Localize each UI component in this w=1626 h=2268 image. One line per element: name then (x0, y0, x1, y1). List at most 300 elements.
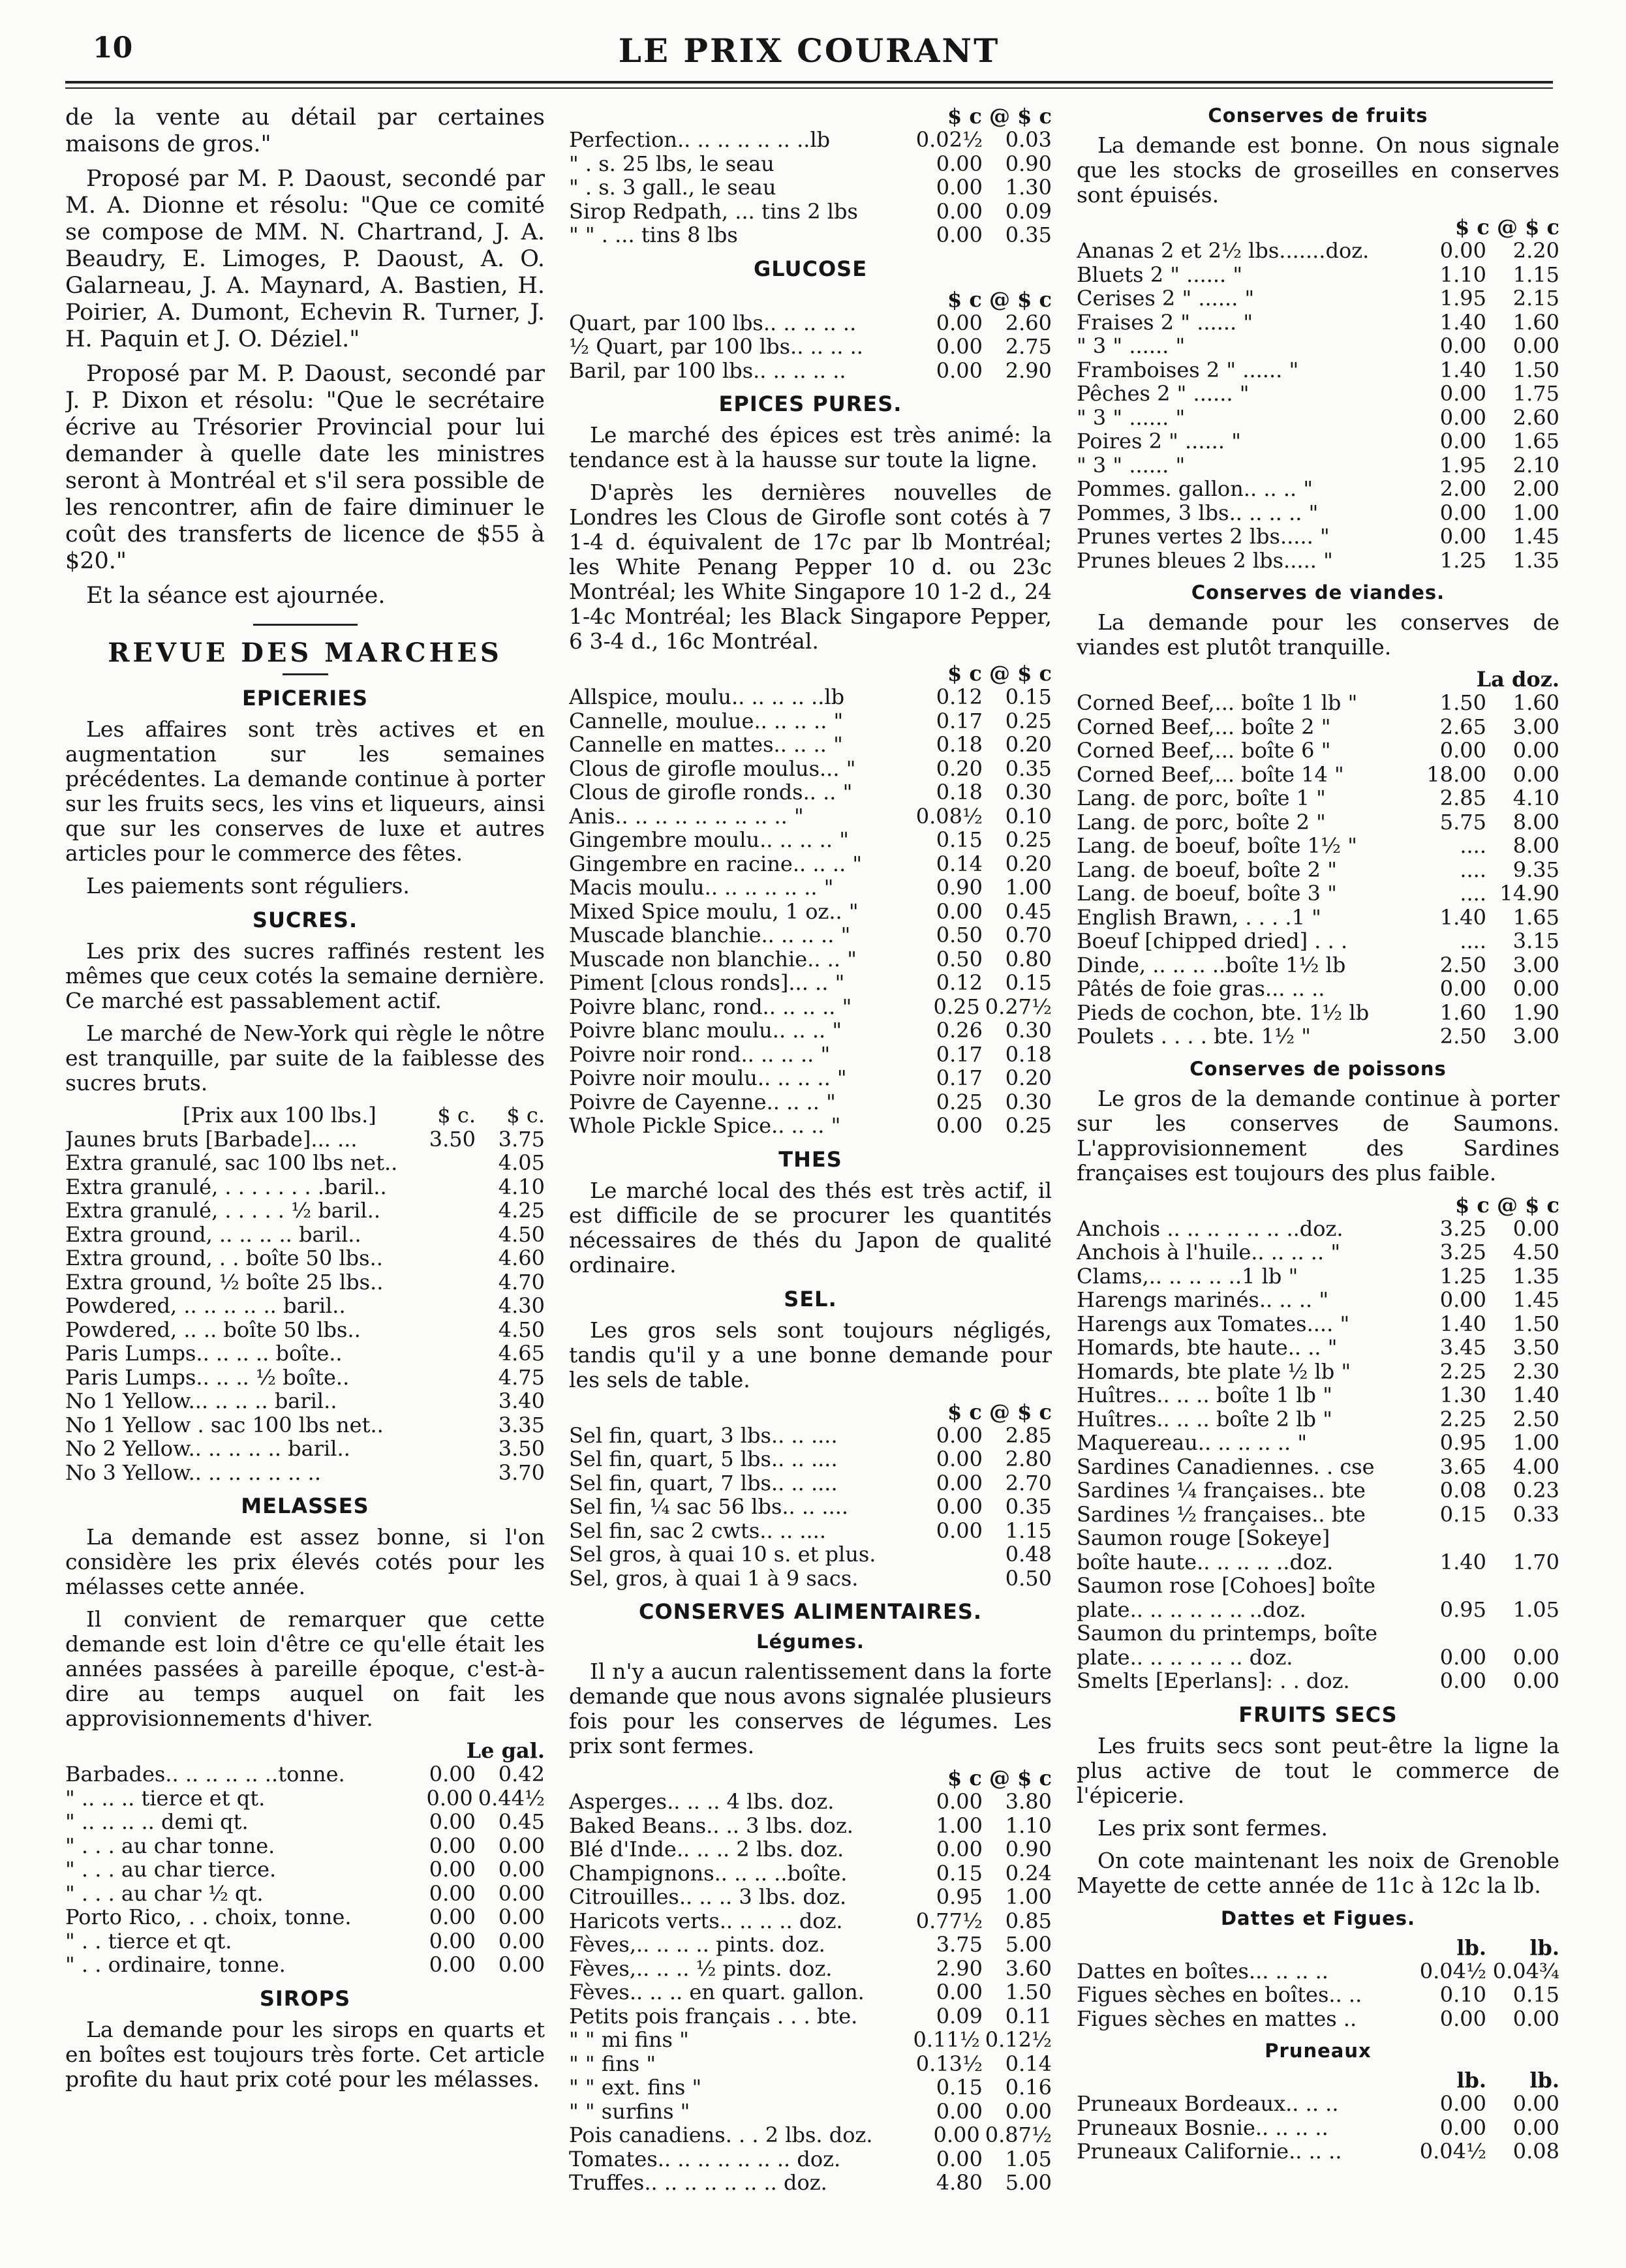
item-label: " " . ... tins 8 lbs (569, 223, 738, 247)
price-value: 0.00 (936, 175, 983, 200)
table-row (65, 1341, 545, 1366)
price-value: 0.00 (936, 2146, 983, 2171)
item-label: " . s. 3 gall., le seau (569, 176, 776, 200)
paragraph: Les gros sels sont toujours négligés, tandis qu'il y a une bonne demande pour les sels de table. (569, 1317, 1052, 1392)
price-value (406, 1151, 476, 1175)
price-value: 3.65 (1439, 1454, 1486, 1479)
price-value: 0.00 (1439, 524, 1486, 549)
price-value: 0.50 (1005, 1565, 1052, 1591)
item-label: Poires 2 " ...... " (1077, 429, 1241, 453)
price-value: 1.50 (1439, 690, 1486, 715)
table-row (1077, 1455, 1559, 1479)
price-value: 2.50 (1512, 1406, 1559, 1432)
table-row (569, 1837, 1052, 1862)
section-title-epiceries: EPICERIES (241, 686, 368, 711)
price-value: 3.70 (498, 1460, 545, 1485)
price-value: 3.00 (1512, 714, 1559, 739)
price-value: 3.50 (498, 1436, 545, 1461)
price-value: 0.00 (429, 1880, 476, 1906)
table-row (1077, 953, 1559, 977)
price-value: 3.25 (1439, 1216, 1486, 1241)
price-value: 0.04¾ (1492, 1958, 1559, 1984)
item-label: Extra ground, .. .. .. .. baril.. (65, 1222, 361, 1246)
item-label: Poulets . . . . bte. 1½ " (1077, 1024, 1311, 1049)
price-value: 0.17 (936, 1065, 983, 1090)
item-label: plate.. .. .. .. .. .. ..doz. (1077, 1597, 1306, 1621)
price-value: 0.03 (1005, 127, 1052, 152)
paragraph: Il convient de remarquer que cette demande est loin d'être ce qu'elle était les années passées à pareille époque, c'est-à-dire au temps auquel on fait les approvisionnements d'hiver. (65, 1606, 545, 1731)
price-value: .... (1460, 833, 1486, 858)
price-value: 3.15 (1512, 928, 1559, 953)
table-row (1077, 263, 1559, 287)
price-value: 2.15 (1512, 286, 1559, 311)
table-row (65, 1151, 545, 1175)
price-value: 0.50 (936, 923, 983, 947)
paragraph: La demande pour les conserves de viandes est plutôt tranquille. (1077, 609, 1559, 660)
item-label: " . . . au char tonne. (65, 1833, 275, 1858)
price-value: 4.65 (498, 1341, 545, 1366)
price-value: 0.15 (1512, 1982, 1559, 2007)
item-label: Paris Lumps.. .. .. ½ boîte.. (65, 1365, 350, 1389)
price-value: 0.02½ (915, 127, 983, 152)
table-row (1077, 1574, 1559, 1598)
price-value (406, 1461, 476, 1485)
price-value: 0.00 (429, 1952, 476, 1977)
price-value: 3.75 (936, 1932, 983, 1957)
item-label: Baril, par 100 lbs.. .. .. .. .. (569, 358, 846, 382)
price-value: 0.14 (936, 851, 983, 876)
price-value: 0.18 (1005, 1041, 1052, 1067)
price-value: 0.00 (936, 151, 983, 176)
item-label: Extra granulé, sac 100 lbs net.. (65, 1151, 398, 1175)
table-row (1077, 334, 1559, 358)
price-value: 4.30 (498, 1293, 545, 1318)
column-1 (65, 104, 545, 2245)
price-value: 0.12 (936, 970, 983, 995)
price-value: 0.00 (1439, 1287, 1486, 1312)
item-label: Muscade non blanchie.. .. " (569, 947, 857, 971)
table-row (569, 223, 1052, 247)
price-value: 0.44½ (478, 1785, 545, 1811)
price-value: 0.04½ (1419, 2139, 1486, 2164)
table-row (65, 1366, 545, 1390)
table-row (569, 2052, 1052, 2076)
table-header: $ c @ $ c (1454, 215, 1559, 239)
item-label: Harengs marinés.. .. .. " (1077, 1288, 1329, 1312)
table-row (65, 1318, 545, 1342)
price-value: 0.00 (936, 1422, 983, 1448)
price-value: 3.80 (1005, 1789, 1052, 1814)
price-value: 1.05 (1512, 1597, 1559, 1622)
item-label: " .. .. .. .. demi qt. (65, 1810, 249, 1834)
price-value: 0.30 (1005, 780, 1052, 805)
price-value: 0.25 (1005, 1113, 1052, 1138)
price-value: 0.00 (936, 1113, 983, 1138)
price-value: 0.87½ (985, 2122, 1052, 2147)
item-label: Fèves,.. .. .. ½ pints. doz. (569, 1956, 833, 1980)
item-label: " . s. 25 lbs, le seau (569, 151, 775, 176)
table-row (569, 757, 1052, 781)
section-title-thes: THES (778, 1146, 842, 1172)
table-row (65, 1762, 545, 1786)
price-value: 0.45 (498, 1809, 545, 1834)
price-value: 0.09 (936, 2003, 983, 2029)
item-label: Gingembre moulu.. .. .. .. " (569, 828, 849, 852)
paragraph: de la vente au détail par certaines maisons de gros." (65, 104, 545, 157)
item-label: Barbades.. .. .. .. .. ..tonne. (65, 1762, 345, 1786)
item-label: Framboises 2 " ...... " (1077, 358, 1299, 382)
item-label: English Brawn, . . . .1 " (1077, 905, 1321, 929)
table-row (1077, 2092, 1559, 2116)
price-value: 0.77½ (915, 1908, 983, 1933)
price-value: .... (1460, 881, 1486, 906)
price-value: 3.00 (1512, 1024, 1559, 1049)
price-value: 0.00 (1439, 1644, 1486, 1670)
table-row (569, 1885, 1052, 1909)
price-value: 1.50 (1512, 1311, 1559, 1336)
column-2 (569, 104, 1052, 2245)
table-row (569, 1862, 1052, 1886)
item-label: Porto Rico, . . choix, tonne. (65, 1905, 352, 1929)
price-value: 4.50 (498, 1221, 545, 1247)
price-value: 0.16 (1005, 2075, 1052, 2100)
table-row (1077, 286, 1559, 311)
price-value: 1.95 (1439, 452, 1486, 478)
price-value: 0.35 (1005, 1494, 1052, 1519)
item-label: " " ext. fins " (569, 2076, 702, 2100)
item-label: Figues sèches en boîtes.. .. (1077, 1983, 1362, 2007)
item-label: Pieds de cochon, bte. 1½ lb (1077, 1000, 1370, 1024)
price-value: 0.00 (933, 2122, 980, 2147)
item-label: Prunes vertes 2 lbs..... " (1077, 525, 1330, 549)
price-value: 2.90 (1005, 358, 1052, 383)
table-row (65, 1437, 545, 1461)
section-title-melasses: MELASSES (241, 1494, 369, 1518)
item-label: Clams,.. .. .. .. ..1 lb " (1077, 1264, 1298, 1288)
table-row (1077, 739, 1559, 763)
table-header: $ c @ $ c (947, 104, 1052, 129)
price-value: 0.00 (1512, 1668, 1559, 1693)
price-value: 1.50 (1512, 357, 1559, 382)
price-value: 3.50 (429, 1126, 476, 1152)
paragraph: Le marché local des thés est très actif, il est difficile de se procurer les quantités nécessaires de thés du Japon de qualité ordinaire. (569, 1177, 1052, 1278)
price-value: 0.10 (1005, 803, 1052, 829)
table-row (1077, 1621, 1559, 1646)
price-value: 0.24 (1005, 1860, 1052, 1886)
table-row (569, 2004, 1052, 2029)
item-label: Maquereau.. .. .. .. .. " (1077, 1431, 1308, 1455)
paragraph: Les fruits secs sont peut-être la ligne la plus active de tout le commerce de l'épicerie. (1077, 1732, 1559, 1808)
price-value: 0.00 (1439, 333, 1486, 358)
price-value: 0.90 (1005, 151, 1052, 176)
price-value: 2.85 (1005, 1422, 1052, 1448)
price-value: 0.00 (1439, 2115, 1486, 2140)
pruneaux-table (1077, 2092, 1559, 2164)
price-value: 8.00 (1512, 833, 1559, 858)
price-value: 2.10 (1512, 452, 1559, 478)
price-value: 0.17 (936, 1041, 983, 1067)
paragraph: Les paiements sont réguliers. (86, 873, 410, 898)
price-value: 2.90 (936, 1955, 983, 1981)
price-value: 0.04½ (1419, 1958, 1486, 1984)
table-row (1077, 1264, 1559, 1289)
item-label: Quart, par 100 lbs.. .. .. .. .. (569, 311, 857, 335)
item-label: boîte haute.. .. .. .. ..doz. (1077, 1550, 1334, 1574)
price-value: 2.25 (1439, 1358, 1486, 1384)
price-value: 0.00 (936, 1980, 983, 2004)
item-label: Saumon rose [Cohoes] boîte (1077, 1574, 1375, 1598)
price-value: 0.00 (936, 898, 983, 924)
price-value: 0.35 (1005, 756, 1052, 781)
price-value: 1.30 (1439, 1383, 1486, 1407)
table-header: lb. lb. (1456, 1935, 1559, 1960)
table-row (569, 1471, 1052, 1495)
price-value (1413, 1574, 1486, 1598)
price-value (406, 1294, 476, 1318)
table-row (1077, 834, 1559, 858)
sirops-table (569, 128, 1052, 247)
price-value: 1.10 (1005, 1813, 1052, 1838)
table-row (569, 900, 1052, 924)
table-row (569, 828, 1052, 852)
section-title-conserves-alimentaires: CONSERVES ALIMENTAIRES. (638, 1599, 983, 1624)
table-header: $ c @ $ c (947, 1766, 1052, 1790)
price-value: 0.00 (426, 1785, 473, 1811)
price-value: 0.00 (1439, 500, 1486, 525)
price-value: 1.05 (1005, 2146, 1052, 2171)
item-label: " " surfins " (569, 2099, 690, 2123)
price-value: 2.30 (1512, 1358, 1559, 1384)
item-label: Pommes. gallon.. .. .. " (1077, 477, 1313, 501)
price-value (406, 1246, 476, 1270)
table-row (1077, 382, 1559, 406)
item-label: Sel fin, ¼ sac 56 lbs.. .. .... (569, 1495, 849, 1519)
item-label: Piment [clous ronds]... .. " (569, 971, 845, 995)
table-row (1077, 358, 1559, 382)
paragraph: Proposé par M. P. Daoust, secondé par J. P. Dixon et résolu: "Que le secrétaire écrive au Trésorier Provincial pour lui demander à quelle date les ministres seront à Montréal et s'il sera possible de les rencontrer, afin de faire diminuer le coût des transferts de licence de $55 à $20." (65, 361, 545, 574)
item-label: Mixed Spice moulu, 1 oz.. " (569, 899, 859, 923)
item-label: Sel, gros, à quai 1 à 9 sacs. (569, 1566, 859, 1590)
table-row (569, 1495, 1052, 1519)
item-label: Saumon rouge [Sokeye] (1077, 1526, 1330, 1550)
table-row (65, 1127, 545, 1152)
price-value: 1.45 (1512, 524, 1559, 549)
price-value: 3.00 (1512, 952, 1559, 977)
table-row (1077, 691, 1559, 715)
price-value (406, 1223, 476, 1247)
item-label: ½ Quart, par 100 lbs.. .. .. .. (569, 335, 863, 359)
item-label: Powdered, .. .. boîte 50 lbs.. (65, 1317, 361, 1341)
item-label: Champignons.. .. .. ..boîte. (569, 1861, 848, 1885)
price-value: 0.00 (498, 1952, 545, 1977)
sel-table (569, 1424, 1052, 1591)
section-title-epices: EPICES PURES. (718, 391, 902, 416)
item-label: Pois canadiens. . . 2 lbs. doz. (569, 2123, 873, 2147)
price-value (1413, 1526, 1486, 1550)
price-value: 0.27½ (985, 994, 1052, 1019)
price-value: .... (1460, 857, 1486, 882)
price-value: 0.08 (1439, 1478, 1486, 1503)
price-value: 0.00 (936, 358, 983, 383)
table-row (569, 852, 1052, 876)
price-value: 0.00 (1439, 976, 1486, 1001)
column-3 (1077, 104, 1559, 2245)
table-row (569, 1933, 1052, 1957)
item-label: Muscade blanchie.. .. .. .. " (569, 923, 851, 947)
price-value: 0.15 (1439, 1501, 1486, 1527)
table-header: $ c @ $ c (947, 1399, 1052, 1424)
page-header (65, 27, 1553, 73)
table-row (569, 200, 1052, 224)
price-value: 0.45 (1005, 898, 1052, 924)
section-title-dattes: Dattes et Figues. (1220, 1907, 1416, 1929)
paragraph: Le marché des épices est très animé: la tendance est à la hausse sur toute la ligne. (569, 422, 1052, 472)
table-row (569, 876, 1052, 900)
paragraph: Les prix des sucres raffinés restent les mêmes que ceux cotés la semaine dernière. Ce marché est passablement actif. (65, 938, 545, 1013)
item-label: Lang. de porc, boîte 2 " (1077, 810, 1326, 834)
table-row (1077, 501, 1559, 525)
price-value: 1.00 (936, 1813, 983, 1838)
table-row (65, 1199, 545, 1223)
item-label: Sardines Canadiennes. . cse (1077, 1454, 1375, 1479)
table-row (1077, 311, 1559, 335)
table-row (569, 335, 1052, 359)
price-value: 0.00 (429, 1905, 476, 1929)
price-value: 9.35 (1512, 857, 1559, 882)
item-label: Dinde, .. .. .. ..boîte 1½ lb (1077, 953, 1346, 977)
price-value: 4.60 (498, 1246, 545, 1270)
viandes-table (1077, 691, 1559, 1049)
price-value: 2.75 (1005, 334, 1052, 359)
item-label: Boeuf [chipped dried] . . . (1077, 929, 1348, 953)
price-value: 0.15 (936, 827, 983, 852)
price-value: 1.00 (1512, 1430, 1559, 1455)
price-value: 0.15 (1005, 684, 1052, 709)
price-value: 2.85 (1439, 786, 1486, 810)
item-label: Citrouilles.. .. .. 3 lbs. doz. (569, 1885, 847, 1909)
price-value: 0.00 (1512, 2115, 1559, 2140)
table-row (569, 359, 1052, 383)
table-row (1077, 1288, 1559, 1312)
price-value: 0.00 (1439, 2091, 1486, 2116)
dattes-table (1077, 1959, 1559, 2031)
price-value: 0.20 (1005, 851, 1052, 876)
paragraph: Proposé par M. P. Daoust, secondé par M. A. Dionne et résolu: "Que ce comité se compose de MM. N. Chartrand, J. A. Beaudry, E. Limoges, P. Daoust, A. O. Galarneau, J. A. Maynard, A. Bastien, H. Poirier, A. Dumont, Echevin R. Turner, J. H. Paquin et J. O. Déziel." (65, 166, 545, 352)
section-title-fruits-secs: FRUITS SECS (1238, 1702, 1398, 1727)
table-row (1077, 1217, 1559, 1241)
table-row (65, 1461, 545, 1485)
item-label: Poivre noir rond.. .. .. .. " (569, 1042, 831, 1066)
item-label: Bluets 2 " ...... " (1077, 262, 1243, 286)
price-value: 1.75 (1512, 381, 1559, 406)
price-value: 0.00 (498, 1905, 545, 1929)
price-value: 0.95 (1439, 1597, 1486, 1622)
table-row (1077, 1479, 1559, 1503)
item-label: Sel gros, à quai 10 s. et plus. (569, 1542, 876, 1567)
epices-table (569, 685, 1052, 1138)
item-label: Poivre blanc, rond.. .. .. .. " (569, 994, 852, 1019)
table-row (569, 685, 1052, 709)
table-header: Le gal. (466, 1738, 545, 1763)
price-value: 2.60 (1005, 310, 1052, 335)
item-label: Huîtres.. .. .. boîte 1 lb " (1077, 1383, 1332, 1407)
item-label: Corned Beef,... boîte 14 " (1077, 762, 1344, 786)
price-value: 0.20 (1005, 1065, 1052, 1090)
table-row (1077, 525, 1559, 549)
price-value: 0.00 (936, 1837, 983, 1862)
table-row (569, 947, 1052, 972)
price-value: 0.15 (936, 2075, 983, 2100)
price-value: 0.25 (1005, 708, 1052, 733)
table-row (569, 2028, 1052, 2052)
price-value (406, 1199, 476, 1223)
paragraph: La demande est bonne. On nous signale que les stocks de groseilles en conserves sont épuisés. (1077, 132, 1559, 207)
price-value (1486, 1574, 1559, 1598)
price-value: 1.35 (1512, 1263, 1559, 1289)
price-value: 0.00 (429, 1809, 476, 1834)
price-value: 3.60 (1005, 1955, 1052, 1981)
price-value: 3.45 (1439, 1335, 1486, 1360)
table-row (1077, 1240, 1559, 1264)
price-value: 0.33 (1512, 1501, 1559, 1527)
table-row (1077, 881, 1559, 906)
table-row (65, 1786, 545, 1811)
item-label: " .. .. .. tierce et qt. (65, 1786, 266, 1810)
price-value: 0.00 (936, 334, 983, 359)
price-value: 0.12½ (985, 2027, 1052, 2052)
price-value: 1.70 (1512, 1549, 1559, 1574)
price-value: 4.50 (498, 1317, 545, 1342)
price-value: 4.25 (498, 1198, 545, 1223)
price-value: 1.95 (1439, 286, 1486, 311)
paragraph: Le gros de la demande continue à porter sur les conserves de Saumons. L'approvisionnement des Sardines françaises est toujours des plus faible. (1077, 1085, 1559, 1186)
price-value: 0.00 (498, 1833, 545, 1858)
item-label: Blé d'Inde.. .. .. 2 lbs. doz. (569, 1837, 844, 1862)
item-label: Cannelle en mattes.. .. .. " (569, 733, 843, 757)
item-label: No 3 Yellow.. .. .. .. .. .. .. (65, 1460, 322, 1484)
price-value: 1.65 (1512, 429, 1559, 453)
price-value: 0.30 (1005, 1089, 1052, 1114)
item-label: " 3 " ...... " (1077, 453, 1186, 477)
table-row (1077, 1983, 1559, 2007)
price-value: 0.00 (936, 1470, 983, 1495)
item-label: No 1 Yellow... .. .. .. baril.. (65, 1389, 337, 1413)
legumes-table (569, 1790, 1052, 2195)
table-row (569, 1090, 1052, 1114)
item-label: Anchois à l'huile.. .. .. .. " (1077, 1240, 1341, 1264)
item-label: Pruneaux Californie.. .. .. (1077, 2139, 1342, 2164)
table-row (569, 2076, 1052, 2100)
table-header: $ c @ $ c (1454, 1192, 1559, 1218)
price-value: 4.10 (498, 1174, 545, 1199)
price-value: 0.25 (936, 1089, 983, 1114)
table-row (1077, 1383, 1559, 1407)
price-value: 5.00 (1005, 2170, 1052, 2195)
item-label: Extra ground, ½ boîte 25 lbs.. (65, 1270, 384, 1294)
item-label: Extra granulé, . . . . . ½ baril.. (65, 1199, 380, 1223)
table-row (1077, 1360, 1559, 1384)
price-value: 0.00 (936, 198, 983, 224)
price-value: 0.00 (936, 1789, 983, 1814)
paragraph: Et la séance est ajournée. (86, 583, 386, 609)
price-value: 1.40 (1512, 1383, 1559, 1407)
table-row (569, 995, 1052, 1019)
paragraph: La demande est assez bonne, si l'on considère les prix élevés cotés pour les mélasses cette année. (65, 1524, 545, 1599)
table-row (569, 176, 1052, 200)
item-label: Fèves,.. .. .. .. pints. doz. (569, 1933, 825, 1957)
table-row (65, 1389, 545, 1413)
item-label: Paris Lumps.. .. .. .. boîte.. (65, 1341, 343, 1366)
